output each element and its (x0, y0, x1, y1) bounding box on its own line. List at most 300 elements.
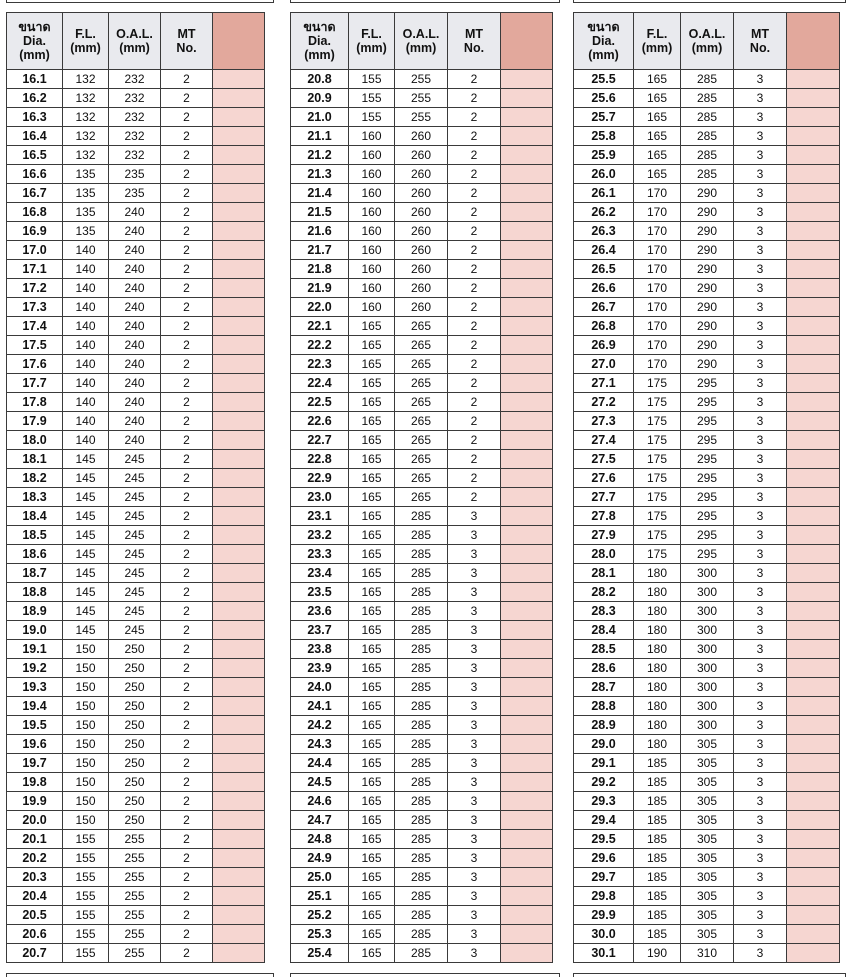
row-color-swatch (213, 260, 265, 279)
row-color-swatch (501, 602, 553, 621)
row-color-swatch (501, 317, 553, 336)
cell-morse-taper: 3 (734, 412, 787, 431)
cell-flute-length: 165 (349, 640, 395, 659)
cell-flute-length: 185 (634, 849, 681, 868)
cell-diameter: 24.9 (291, 849, 349, 868)
cell-overall-length: 285 (395, 773, 448, 792)
table-row (7, 317, 265, 336)
table-row (574, 279, 840, 298)
cell-overall-length: 290 (681, 279, 734, 298)
cell-morse-taper: 2 (448, 355, 501, 374)
cell-morse-taper: 2 (161, 545, 213, 564)
row-color-swatch (787, 583, 840, 602)
cell-diameter: 24.1 (291, 697, 349, 716)
cell-diameter: 26.7 (574, 298, 634, 317)
cell-morse-taper: 3 (734, 450, 787, 469)
cell-flute-length: 165 (634, 127, 681, 146)
cell-morse-taper: 3 (734, 222, 787, 241)
cell-overall-length: 240 (109, 412, 161, 431)
table-row (7, 640, 265, 659)
cell-overall-length: 285 (395, 659, 448, 678)
header-color-swatch (787, 13, 840, 70)
table-row (574, 70, 840, 89)
cell-flute-length: 155 (349, 89, 395, 108)
cell-overall-length: 285 (395, 754, 448, 773)
cell-overall-length: 295 (681, 450, 734, 469)
row-color-swatch (213, 241, 265, 260)
cell-overall-length: 250 (109, 697, 161, 716)
header-flute-length: F.L. (mm) (634, 13, 681, 70)
cell-morse-taper: 2 (161, 431, 213, 450)
cell-morse-taper: 2 (161, 849, 213, 868)
table-row (291, 716, 553, 735)
row-color-swatch (787, 336, 840, 355)
cell-diameter: 26.0 (574, 165, 634, 184)
table-row (574, 868, 840, 887)
cell-diameter: 26.4 (574, 241, 634, 260)
cell-flute-length: 160 (349, 184, 395, 203)
cell-flute-length: 165 (349, 925, 395, 944)
table-row (291, 336, 553, 355)
row-color-swatch (501, 716, 553, 735)
table-row (291, 545, 553, 564)
table-row (7, 545, 265, 564)
cell-diameter: 21.5 (291, 203, 349, 222)
cell-flute-length: 145 (63, 621, 109, 640)
cell-morse-taper: 3 (734, 127, 787, 146)
table-row (7, 526, 265, 545)
cell-flute-length: 180 (634, 735, 681, 754)
cell-flute-length: 165 (349, 374, 395, 393)
cell-morse-taper: 3 (448, 792, 501, 811)
row-color-swatch (213, 849, 265, 868)
cell-overall-length: 250 (109, 773, 161, 792)
table-row (291, 89, 553, 108)
table-row (574, 222, 840, 241)
header-morse-taper: MT No. (161, 13, 213, 70)
cell-overall-length: 265 (395, 469, 448, 488)
row-color-swatch (213, 469, 265, 488)
row-color-swatch (213, 545, 265, 564)
cell-diameter: 27.9 (574, 526, 634, 545)
row-color-swatch (213, 735, 265, 754)
cell-morse-taper: 3 (734, 792, 787, 811)
cell-overall-length: 265 (395, 412, 448, 431)
row-color-swatch (787, 773, 840, 792)
cell-overall-length: 240 (109, 317, 161, 336)
table-header-row (7, 13, 265, 70)
cell-morse-taper: 2 (161, 602, 213, 621)
cell-flute-length: 165 (349, 583, 395, 602)
cell-overall-length: 295 (681, 469, 734, 488)
row-color-swatch (787, 602, 840, 621)
cell-overall-length: 300 (681, 716, 734, 735)
cell-diameter: 18.8 (7, 583, 63, 602)
table-row (574, 716, 840, 735)
cell-diameter: 26.8 (574, 317, 634, 336)
table-row (291, 773, 553, 792)
table-row (7, 279, 265, 298)
cell-flute-length: 135 (63, 165, 109, 184)
cell-diameter: 30.0 (574, 925, 634, 944)
row-color-swatch (213, 678, 265, 697)
cell-morse-taper: 3 (734, 716, 787, 735)
table-row (7, 450, 265, 469)
cell-overall-length: 305 (681, 887, 734, 906)
cell-morse-taper: 2 (161, 716, 213, 735)
table-row (291, 697, 553, 716)
row-color-swatch (213, 507, 265, 526)
cell-overall-length: 240 (109, 431, 161, 450)
cell-morse-taper: 2 (161, 222, 213, 241)
cell-morse-taper: 3 (734, 507, 787, 526)
cell-morse-taper: 2 (448, 146, 501, 165)
row-color-swatch (787, 640, 840, 659)
cell-diameter: 21.2 (291, 146, 349, 165)
table-body (291, 70, 553, 963)
cell-morse-taper: 3 (448, 545, 501, 564)
row-color-swatch (213, 431, 265, 450)
cell-diameter: 27.7 (574, 488, 634, 507)
row-color-swatch (213, 355, 265, 374)
table-row (291, 431, 553, 450)
row-color-swatch (213, 393, 265, 412)
cell-morse-taper: 3 (734, 868, 787, 887)
cell-flute-length: 175 (634, 545, 681, 564)
cell-overall-length: 295 (681, 412, 734, 431)
table-row (291, 393, 553, 412)
cell-overall-length: 250 (109, 754, 161, 773)
cell-morse-taper: 3 (734, 355, 787, 374)
row-color-swatch (787, 868, 840, 887)
table-row (574, 260, 840, 279)
cell-flute-length: 170 (634, 355, 681, 374)
cell-flute-length: 150 (63, 697, 109, 716)
cell-morse-taper: 2 (448, 488, 501, 507)
cell-flute-length: 160 (349, 241, 395, 260)
row-color-swatch (787, 678, 840, 697)
table-row (574, 754, 840, 773)
table-row (291, 906, 553, 925)
cell-flute-length: 175 (634, 450, 681, 469)
cell-morse-taper: 3 (448, 735, 501, 754)
row-color-swatch (787, 355, 840, 374)
cell-flute-length: 160 (349, 279, 395, 298)
table-row (7, 792, 265, 811)
table-row (574, 526, 840, 545)
cell-overall-length: 260 (395, 260, 448, 279)
cell-flute-length: 165 (349, 830, 395, 849)
table-row (291, 621, 553, 640)
cell-morse-taper: 3 (448, 868, 501, 887)
cell-overall-length: 255 (109, 830, 161, 849)
table-row (291, 260, 553, 279)
cell-flute-length: 170 (634, 241, 681, 260)
cell-overall-length: 285 (395, 830, 448, 849)
cell-flute-length: 180 (634, 602, 681, 621)
table-header-row (574, 13, 840, 70)
cell-diameter: 20.0 (7, 811, 63, 830)
cell-overall-length: 250 (109, 659, 161, 678)
row-color-swatch (213, 526, 265, 545)
cell-morse-taper: 3 (448, 659, 501, 678)
cell-flute-length: 140 (63, 336, 109, 355)
cell-flute-length: 140 (63, 241, 109, 260)
cell-diameter: 22.0 (291, 298, 349, 317)
cell-flute-length: 145 (63, 545, 109, 564)
table-row (291, 754, 553, 773)
cell-diameter: 27.1 (574, 374, 634, 393)
table-row (291, 602, 553, 621)
cell-morse-taper: 3 (734, 830, 787, 849)
cell-diameter: 28.7 (574, 678, 634, 697)
cell-flute-length: 185 (634, 792, 681, 811)
cell-diameter: 21.7 (291, 241, 349, 260)
row-color-swatch (213, 792, 265, 811)
row-color-swatch (213, 203, 265, 222)
cell-overall-length: 300 (681, 583, 734, 602)
cropped-table-edge-bottom (6, 973, 274, 977)
table-row (574, 317, 840, 336)
cell-morse-taper: 2 (161, 906, 213, 925)
row-color-swatch (501, 640, 553, 659)
table-row (574, 412, 840, 431)
table-row (291, 564, 553, 583)
table-row (291, 317, 553, 336)
table-row (7, 716, 265, 735)
cell-overall-length: 255 (395, 89, 448, 108)
cell-overall-length: 260 (395, 165, 448, 184)
cell-morse-taper: 3 (734, 621, 787, 640)
cell-morse-taper: 2 (161, 773, 213, 792)
cell-diameter: 26.5 (574, 260, 634, 279)
cell-overall-length: 285 (395, 640, 448, 659)
table-row (7, 849, 265, 868)
cell-diameter: 25.7 (574, 108, 634, 127)
row-color-swatch (213, 374, 265, 393)
cell-morse-taper: 2 (161, 469, 213, 488)
spec-table-panel-3 (573, 12, 840, 963)
cell-flute-length: 165 (349, 849, 395, 868)
cell-flute-length: 165 (349, 887, 395, 906)
cell-overall-length: 285 (681, 70, 734, 89)
cell-flute-length: 140 (63, 279, 109, 298)
cell-diameter: 17.3 (7, 298, 63, 317)
row-color-swatch (213, 222, 265, 241)
cell-flute-length: 175 (634, 412, 681, 431)
row-color-swatch (501, 754, 553, 773)
table-row (7, 507, 265, 526)
cell-morse-taper: 2 (161, 925, 213, 944)
cell-morse-taper: 3 (734, 925, 787, 944)
cell-overall-length: 250 (109, 678, 161, 697)
header-diameter: ขนาด Dia. (mm) (291, 13, 349, 70)
header-overall-length: O.A.L. (mm) (681, 13, 734, 70)
cell-morse-taper: 3 (448, 849, 501, 868)
cell-overall-length: 295 (681, 374, 734, 393)
row-color-swatch (213, 488, 265, 507)
row-color-swatch (501, 108, 553, 127)
cell-diameter: 20.4 (7, 887, 63, 906)
cell-overall-length: 290 (681, 355, 734, 374)
cell-diameter: 16.9 (7, 222, 63, 241)
cell-morse-taper: 3 (734, 374, 787, 393)
cell-overall-length: 285 (395, 697, 448, 716)
row-color-swatch (787, 222, 840, 241)
cell-morse-taper: 2 (161, 944, 213, 963)
cell-diameter: 24.2 (291, 716, 349, 735)
cell-flute-length: 180 (634, 678, 681, 697)
cell-overall-length: 285 (395, 849, 448, 868)
table-row (7, 925, 265, 944)
cell-flute-length: 175 (634, 431, 681, 450)
cell-morse-taper: 3 (734, 811, 787, 830)
table-row (291, 146, 553, 165)
row-color-swatch (213, 925, 265, 944)
table-row (291, 640, 553, 659)
table-row (7, 89, 265, 108)
cell-morse-taper: 3 (734, 431, 787, 450)
cell-diameter: 28.8 (574, 697, 634, 716)
cell-morse-taper: 2 (448, 127, 501, 146)
table-row (7, 830, 265, 849)
cell-flute-length: 165 (349, 564, 395, 583)
cell-diameter: 23.1 (291, 507, 349, 526)
table-row (291, 450, 553, 469)
cell-diameter: 27.8 (574, 507, 634, 526)
cell-overall-length: 240 (109, 279, 161, 298)
cell-morse-taper: 3 (448, 906, 501, 925)
cell-flute-length: 165 (349, 412, 395, 431)
cell-overall-length: 255 (109, 944, 161, 963)
cell-overall-length: 240 (109, 374, 161, 393)
cell-flute-length: 180 (634, 716, 681, 735)
cell-diameter: 23.4 (291, 564, 349, 583)
cell-morse-taper: 3 (734, 298, 787, 317)
row-color-swatch (501, 697, 553, 716)
cell-overall-length: 285 (395, 545, 448, 564)
cell-flute-length: 155 (63, 868, 109, 887)
row-color-swatch (787, 507, 840, 526)
cell-diameter: 18.6 (7, 545, 63, 564)
cell-diameter: 20.5 (7, 906, 63, 925)
cell-overall-length: 285 (395, 868, 448, 887)
cell-overall-length: 260 (395, 222, 448, 241)
cell-flute-length: 165 (634, 70, 681, 89)
cell-overall-length: 240 (109, 241, 161, 260)
row-color-swatch (501, 792, 553, 811)
row-color-swatch (501, 241, 553, 260)
cell-flute-length: 165 (349, 868, 395, 887)
cell-diameter: 30.1 (574, 944, 634, 963)
cell-morse-taper: 2 (161, 488, 213, 507)
row-color-swatch (213, 811, 265, 830)
cell-flute-length: 165 (634, 165, 681, 184)
cell-diameter: 16.2 (7, 89, 63, 108)
cell-overall-length: 290 (681, 336, 734, 355)
cell-flute-length: 180 (634, 583, 681, 602)
cell-morse-taper: 2 (161, 412, 213, 431)
cell-flute-length: 150 (63, 754, 109, 773)
cell-flute-length: 170 (634, 222, 681, 241)
table-row (291, 811, 553, 830)
cell-morse-taper: 2 (161, 298, 213, 317)
cell-morse-taper: 2 (161, 754, 213, 773)
cell-flute-length: 155 (349, 70, 395, 89)
cell-flute-length: 150 (63, 640, 109, 659)
table-row (574, 773, 840, 792)
table-row (574, 374, 840, 393)
cell-diameter: 29.9 (574, 906, 634, 925)
table-row (291, 792, 553, 811)
cell-morse-taper: 3 (448, 697, 501, 716)
cell-morse-taper: 3 (448, 564, 501, 583)
cell-overall-length: 305 (681, 830, 734, 849)
cell-morse-taper: 3 (734, 887, 787, 906)
cell-morse-taper: 3 (734, 659, 787, 678)
cell-overall-length: 305 (681, 811, 734, 830)
cell-diameter: 16.1 (7, 70, 63, 89)
cell-flute-length: 165 (349, 393, 395, 412)
table-row (291, 222, 553, 241)
table-row (291, 298, 553, 317)
row-color-swatch (787, 412, 840, 431)
cell-flute-length: 165 (634, 108, 681, 127)
row-color-swatch (787, 89, 840, 108)
cell-overall-length: 232 (109, 146, 161, 165)
table-row (7, 868, 265, 887)
cell-diameter: 23.6 (291, 602, 349, 621)
cell-diameter: 26.1 (574, 184, 634, 203)
cell-flute-length: 155 (63, 830, 109, 849)
row-color-swatch (501, 374, 553, 393)
cell-diameter: 21.8 (291, 260, 349, 279)
cell-flute-length: 190 (634, 944, 681, 963)
row-color-swatch (501, 184, 553, 203)
cell-overall-length: 305 (681, 849, 734, 868)
table-row (574, 203, 840, 222)
cell-overall-length: 232 (109, 127, 161, 146)
table-row (291, 70, 553, 89)
cell-morse-taper: 3 (448, 887, 501, 906)
cell-overall-length: 305 (681, 754, 734, 773)
table-row (574, 431, 840, 450)
cell-morse-taper: 2 (448, 431, 501, 450)
cell-diameter: 18.3 (7, 488, 63, 507)
cell-overall-length: 285 (395, 564, 448, 583)
cell-overall-length: 250 (109, 716, 161, 735)
table-row (574, 697, 840, 716)
spec-table (573, 12, 840, 963)
row-color-swatch (787, 393, 840, 412)
table-row (291, 925, 553, 944)
cell-overall-length: 260 (395, 203, 448, 222)
cell-overall-length: 300 (681, 678, 734, 697)
cell-overall-length: 290 (681, 241, 734, 260)
cell-diameter: 26.3 (574, 222, 634, 241)
cell-morse-taper: 3 (448, 811, 501, 830)
table-row (574, 393, 840, 412)
table-row (291, 735, 553, 754)
row-color-swatch (213, 944, 265, 963)
cell-overall-length: 245 (109, 545, 161, 564)
cell-diameter: 18.5 (7, 526, 63, 545)
row-color-swatch (787, 317, 840, 336)
cell-overall-length: 240 (109, 222, 161, 241)
row-color-swatch (787, 906, 840, 925)
cell-overall-length: 290 (681, 203, 734, 222)
cell-diameter: 28.1 (574, 564, 634, 583)
